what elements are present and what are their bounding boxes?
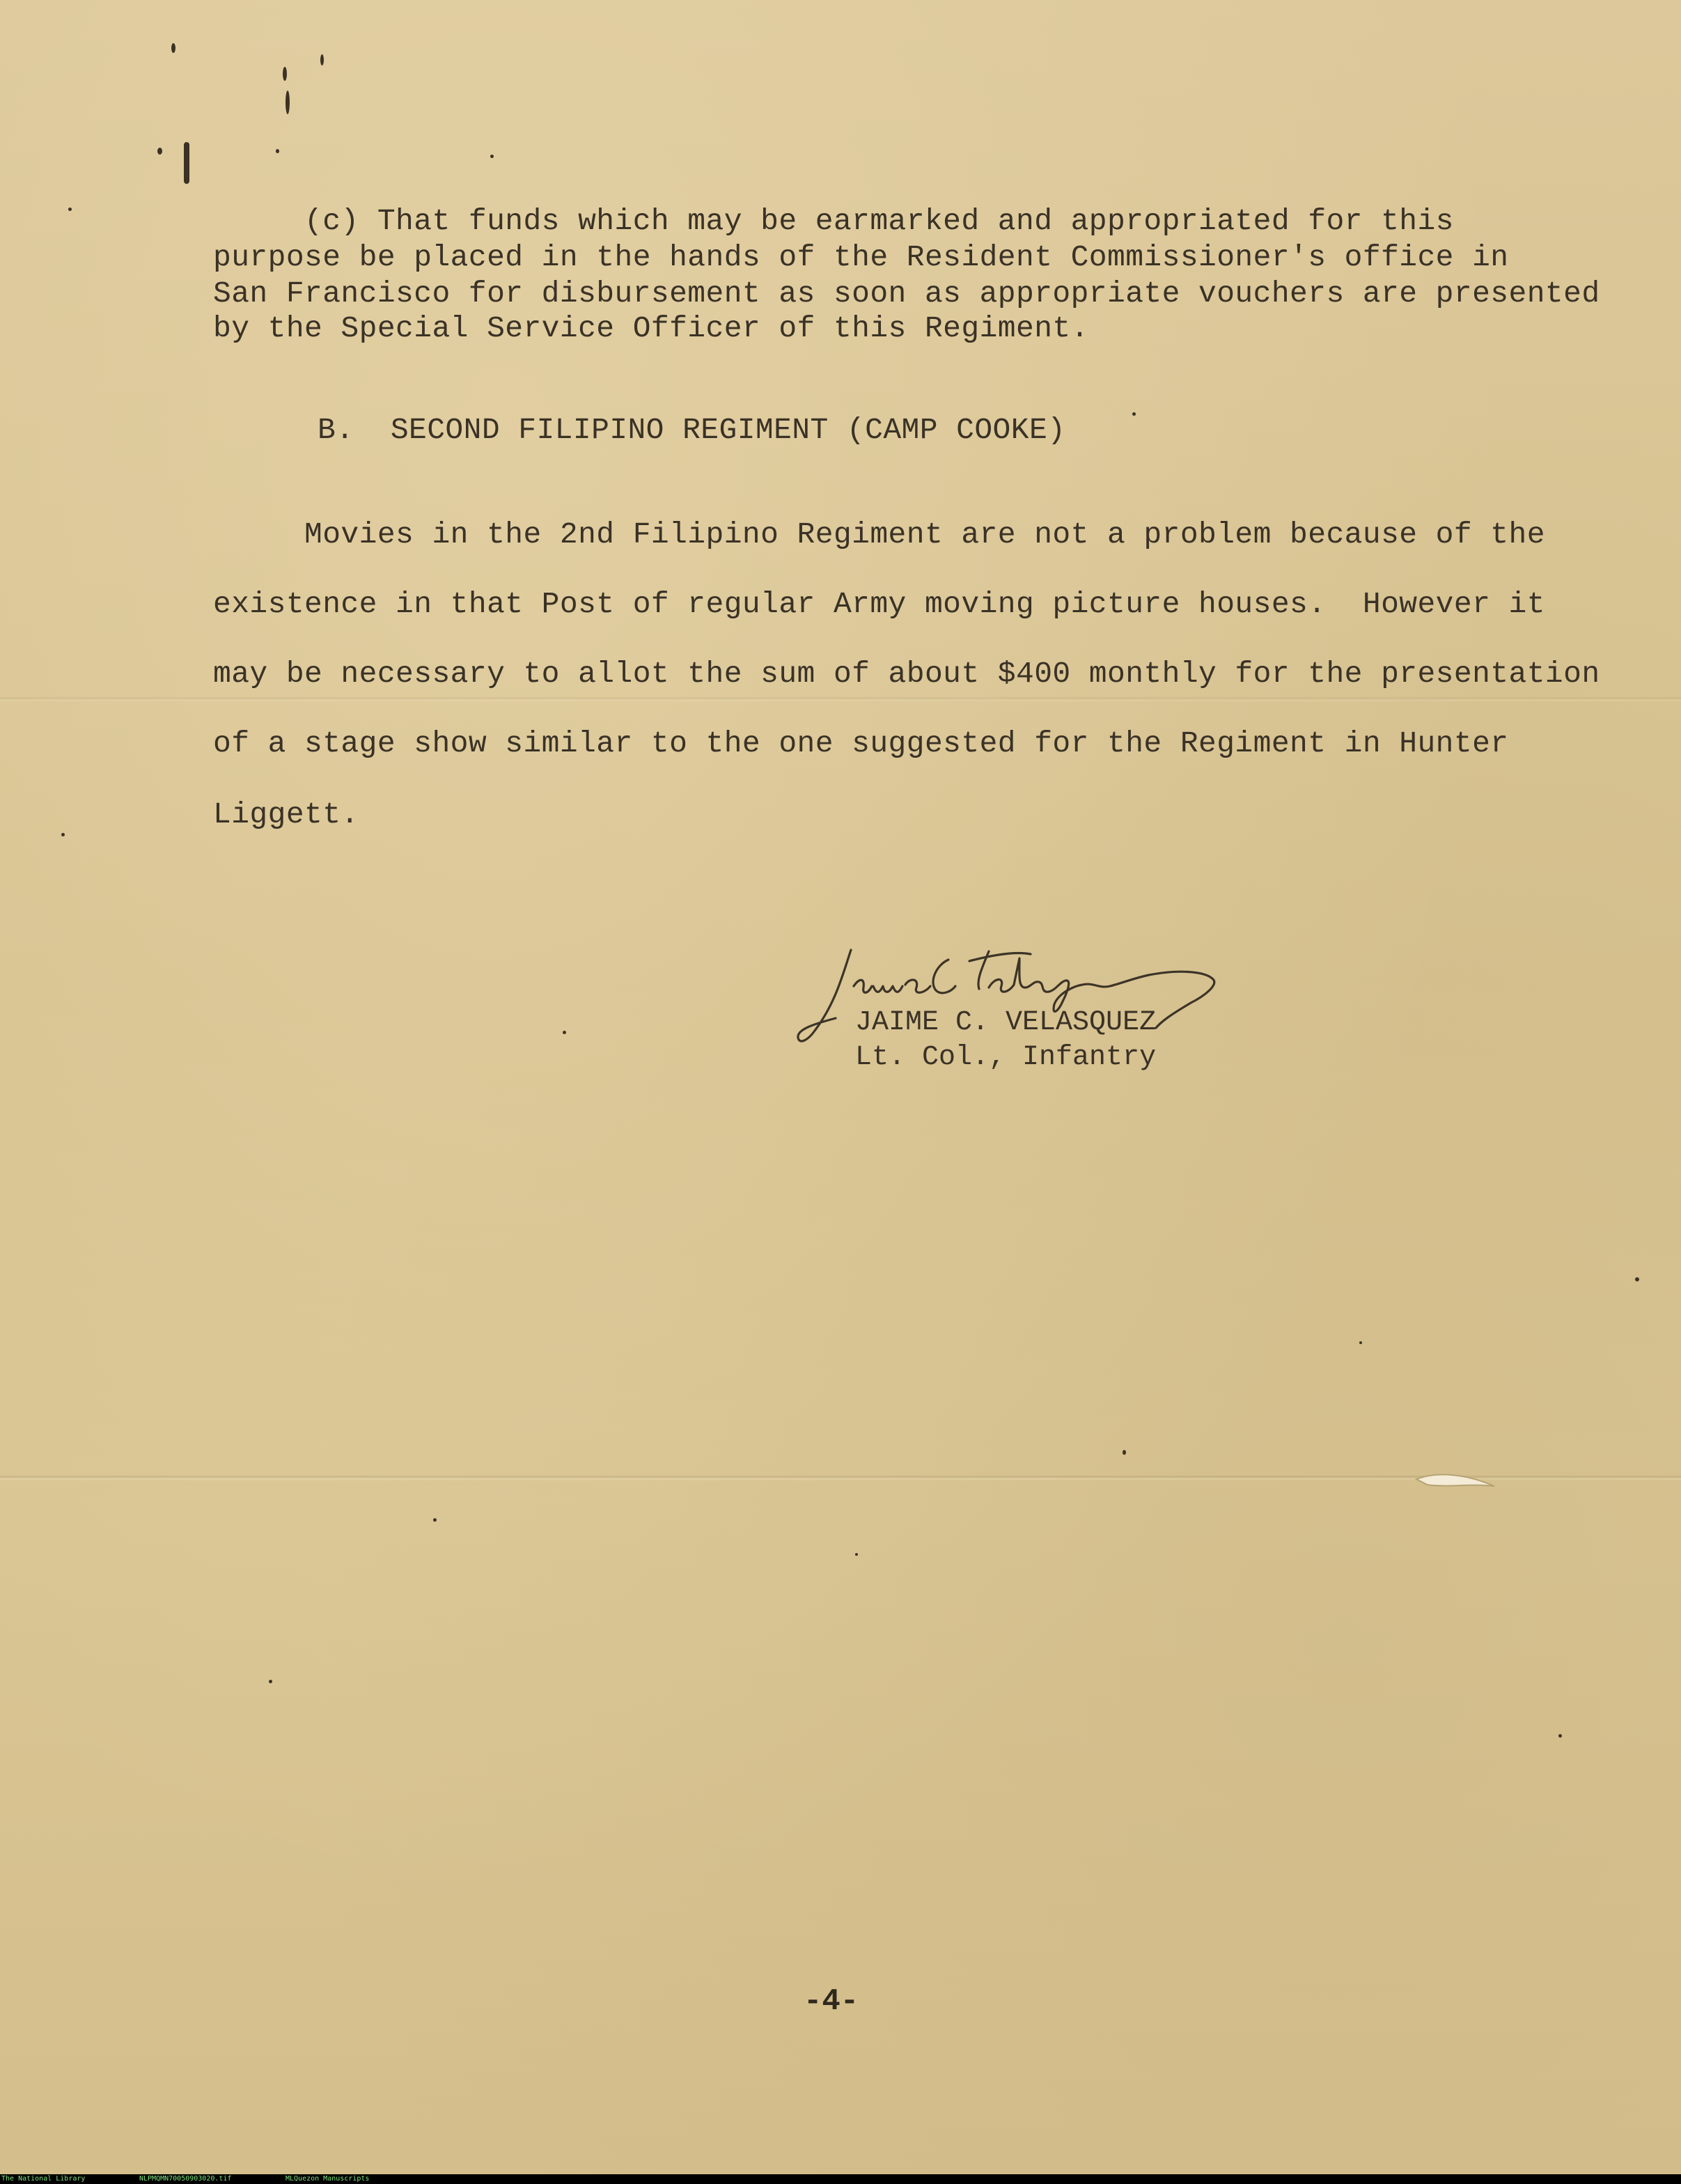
ink-speck bbox=[276, 149, 279, 153]
page-number: -4- bbox=[804, 1984, 859, 2019]
ink-speck bbox=[1132, 412, 1136, 416]
ink-speck bbox=[855, 1553, 858, 1556]
ink-speck bbox=[1635, 1277, 1639, 1281]
paragraph-c-line-3: San Francisco for disbursement as soon as appropriate vouchers are presented bbox=[213, 276, 1600, 311]
footer-library: The National Library bbox=[1, 2175, 86, 2183]
paragraph-b-line-4: of a stage show similar to the one suggested for the Regiment in Hunter bbox=[213, 726, 1509, 760]
paper-tear bbox=[1414, 1469, 1497, 1495]
ink-speck bbox=[171, 43, 175, 53]
paragraph-b-line-2: existence in that Post of regular Army moving picture houses. However it bbox=[213, 587, 1545, 621]
ink-speck bbox=[61, 833, 65, 836]
paper-fold-line bbox=[0, 696, 1681, 702]
paragraph-c-line-4: by the Special Service Officer of this Regiment. bbox=[213, 311, 1089, 345]
ink-speck bbox=[286, 91, 290, 114]
ink-speck bbox=[1558, 1734, 1562, 1738]
signatory-name: JAIME C. VELASQUEZ bbox=[855, 1007, 1157, 1038]
ink-speck bbox=[283, 67, 287, 81]
paragraph-b-line-3: may be necessary to allot the sum of about $400 monthly for the presentation bbox=[213, 657, 1600, 691]
ink-speck bbox=[563, 1031, 566, 1034]
ink-speck bbox=[269, 1680, 272, 1683]
ink-speck bbox=[320, 54, 324, 65]
ink-speck bbox=[157, 148, 162, 155]
paragraph-c-line-1: (c) That funds which may be earmarked and appropriated for this bbox=[213, 204, 1454, 238]
ink-speck bbox=[68, 208, 72, 211]
ink-speck bbox=[490, 155, 494, 158]
section-heading: B. SECOND FILIPINO REGIMENT (CAMP COOKE) bbox=[318, 413, 1066, 447]
ink-speck bbox=[184, 142, 189, 184]
ink-speck bbox=[1123, 1450, 1126, 1455]
paragraph-b-line-1: Movies in the 2nd Filipino Regiment are not a problem because of the bbox=[213, 517, 1545, 552]
footer-collection: MLQuezon Manuscripts bbox=[286, 2175, 370, 2183]
archive-footer-bar bbox=[0, 2174, 1681, 2184]
paragraph-b-line-5: Liggett. bbox=[213, 797, 359, 832]
signatory-title: Lt. Col., Infantry bbox=[855, 1042, 1157, 1073]
paragraph-c-line-2: purpose be placed in the hands of the Resident Commissioner's office in bbox=[213, 240, 1509, 274]
ink-speck bbox=[1359, 1341, 1362, 1344]
ink-speck bbox=[433, 1518, 437, 1522]
footer-file-name: NLPMQMN70050903020.tif bbox=[139, 2175, 232, 2183]
